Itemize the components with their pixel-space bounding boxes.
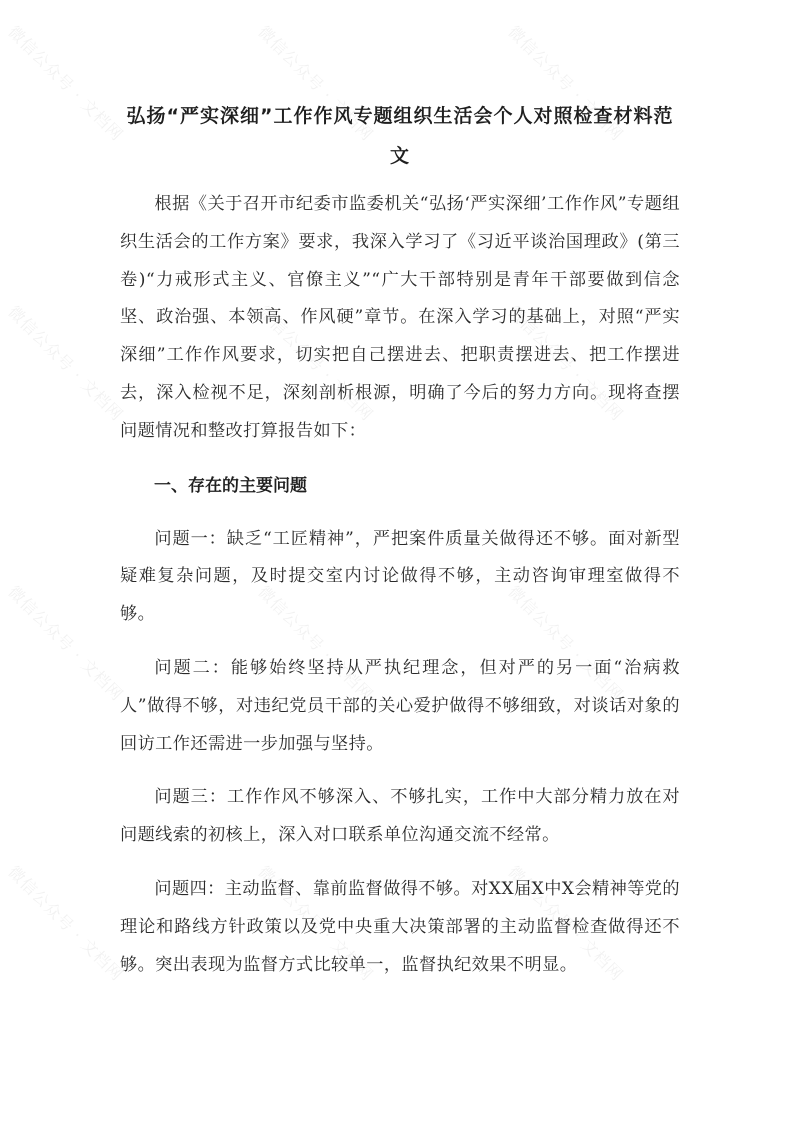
intro-paragraph: 根据《关于召开市纪委市监委机关“弘扬‘严实深细’工作作风”专题组织生活会的工作方案》要求，我深入学习了《习近平谈治国理政》(第三卷)“力戒形式主义、官僚主义”“广大干部特别是青年干部要做到信念坚、政治强、本领高、作风硬”章节。在深入学习的基础上，对照“严实深细”工作作风要求，切实把自己摆进去、把职责摆进去、把工作摆进去，深入检视不足，深刻剖析根源，明确了今后的努力方向。现将查摆问题情况和整改打算报告如下： (120, 194, 680, 441)
watermark-text: 微信公众号 · 文档网 (254, 582, 377, 705)
problem-paragraph-3: 问题三：工作作风不够深入、不够扎实，工作中大部分精力放在对问题线索的初核上，深入对口联系单位沟通交流不经常。 (120, 787, 680, 846)
document-title: 弘扬“严实深细”工作作风专题组织生活会个人对照检查材料范文 (126, 105, 674, 167)
watermark-text: 微信公众号 · 文档网 (504, 862, 627, 985)
watermark-text: 微信公众号 · 文档网 (504, 582, 627, 705)
watermark-text: 微信公众号 · 文档网 (504, 302, 627, 425)
problem-paragraph-2: 问题二：能够始终坚持从严执纪理念，但对严的另一面“治病救人”做得不够，对违纪党员干部的关心爱护做得不够细致，对谈话对象的回访工作还需进一步加强与坚持。 (120, 657, 680, 754)
watermark-text: 微信公众号 · 文档网 (4, 302, 127, 425)
watermark-text: 微信公众号 · 文档网 (254, 22, 377, 145)
watermark-text: 微信公众号 · 文档网 (4, 862, 127, 985)
document-body (120, 96, 680, 1000)
problem-paragraph-4: 问题四：主动监督、靠前监督做得不够。对XX届X中X会精神等党的理论和路线方针政策以及党中央重大决策部署的主动监督检查做得还不够。突出表现为监督方式比较单一，监督执纪效果不明显。 (120, 878, 680, 975)
watermark-text: 微信公众号 · 文档网 (4, 22, 127, 145)
watermark-text: 微信公众号 · 文档网 (504, 22, 627, 145)
watermark-text: 微信公众号 · 文档网 (254, 302, 377, 425)
problem-paragraph-1: 问题一：缺乏“工匠精神”，严把案件质量关做得还不够。面对新型疑难复杂问题，及时提交室内讨论做得不够，主动咨询审理室做得不够。 (120, 528, 680, 625)
section-heading: 一、存在的主要问题 (154, 475, 307, 496)
watermark-text: 微信公众号 · 文档网 (4, 582, 127, 705)
watermark-text: 微信公众号 · 文档网 (254, 862, 377, 985)
